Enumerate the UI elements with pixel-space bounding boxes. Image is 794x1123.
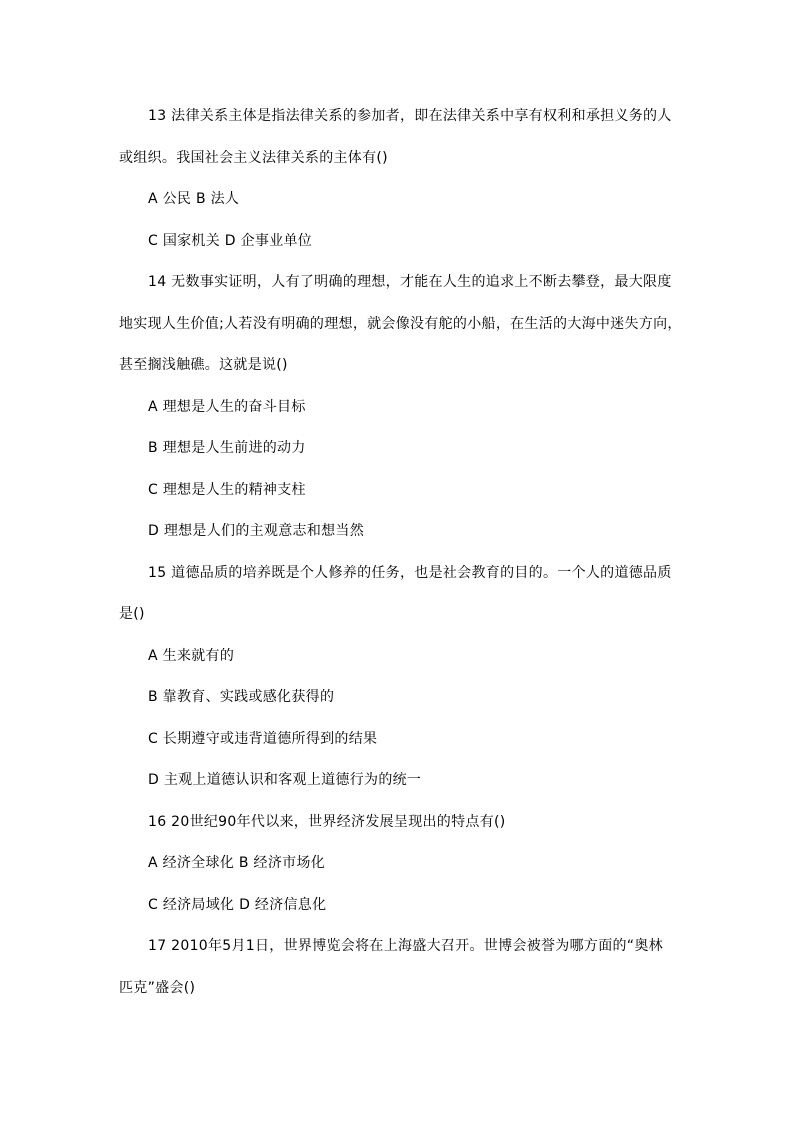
text-line: 15 道德品质的培养既是个人修养的任务，也是社会教育的目的。一个人的道德品质 [148,564,672,581]
text-line: A 经济全球化 B 经济市场化 [148,855,326,871]
text-line: 14 无数事实证明，人有了明确的理想，才能在人生的追求上不断去攀登，最大限度 [148,274,672,290]
text-line: 匹克”盛会() [119,979,196,996]
text-line: D 主观上道德认识和客观上道德行为的统一 [148,772,422,788]
text-line: C 理想是人生的精神支柱 [148,481,306,498]
text-line: C 长期遵守或违背道德所得到的结果 [148,730,378,747]
text-line: C 经济局域化 D 经济信息化 [148,896,327,913]
text-line: B 理想是人生前进的动力 [148,440,306,456]
text-line: D 理想是人们的主观意志和想当然 [148,523,365,539]
text-line: A 理想是人生的奋斗目标 [148,398,306,415]
text-line: 地实现人生价值;人若没有明确的理想，就会像没有舵的小船，在生活的大海中迷失方向， [119,315,682,332]
text-line: 16 20世纪90年代以来，世界经济发展呈现出的特点有() [148,813,506,830]
text-line: 甚至搁浅触礁。这就是说() [119,357,288,373]
text-line: 13 法律关系主体是指法律关系的参加者，即在法律关系中享有权利和承担义务的人 [148,108,672,124]
text-line: C 国家机关 D 企事业单位 [148,232,313,249]
text-line: A 生来就有的 [148,647,235,664]
text-line: A 公民 B 法人 [148,191,240,207]
text-line: 是() [119,606,145,622]
document-page [119,96,682,1009]
text-line: 17 2010年5月1日，世界博览会将在上海盛大召开。世博会被誉为哪方面的“奥林 [148,938,663,954]
text-line: 或组织。我国社会主义法律关系的主体有() [119,149,388,166]
text-line: B 靠教育、实践或感化获得的 [148,689,335,705]
